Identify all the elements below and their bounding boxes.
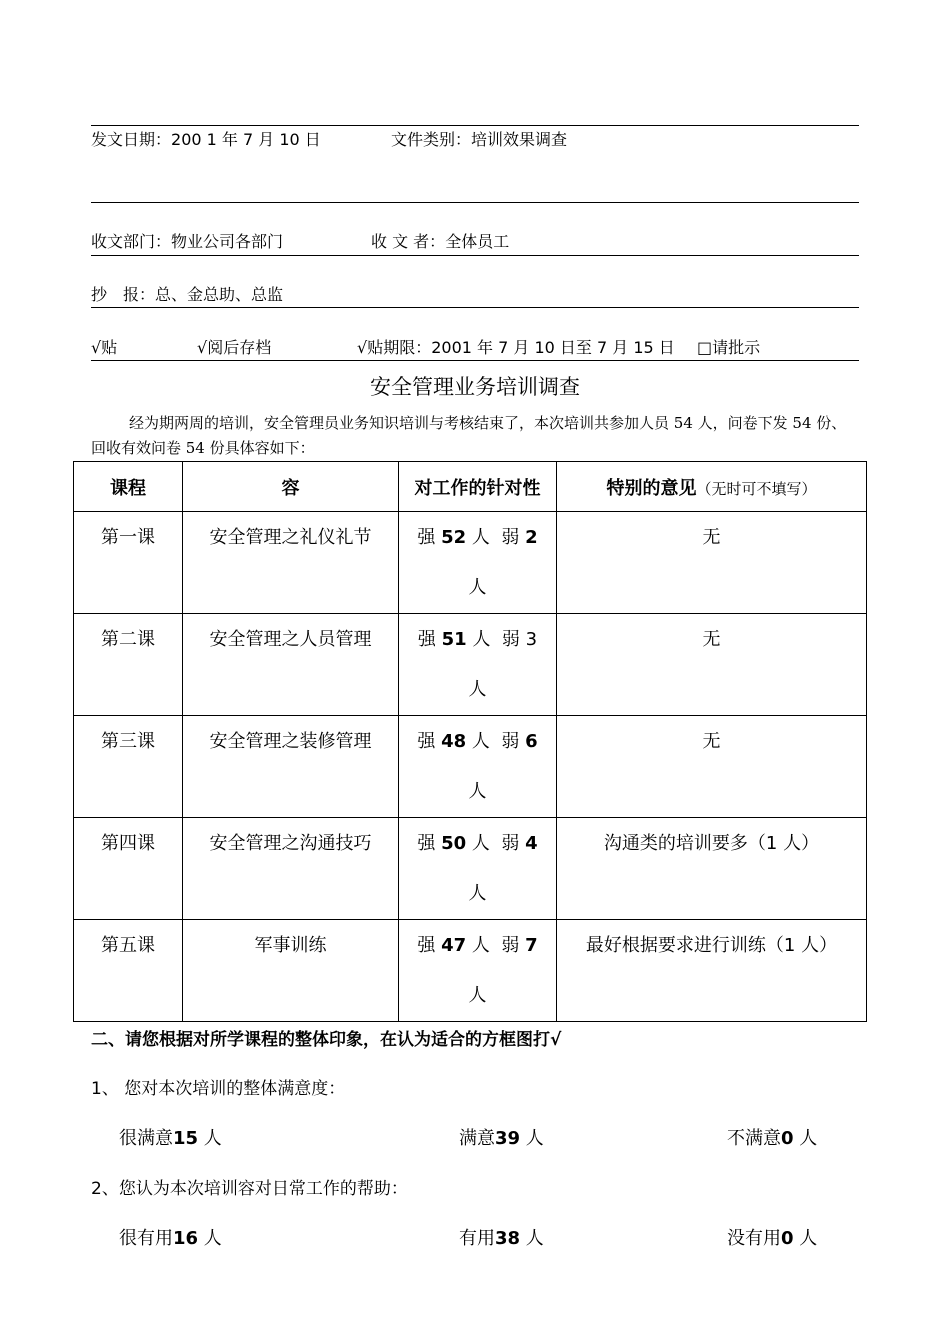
- relevance-cell: 强 50 人 弱 4 人: [399, 818, 557, 920]
- q2-option-useless: 没有用0 人: [727, 1228, 818, 1249]
- header-rule-top: [91, 125, 859, 126]
- opinion-cell: 无: [557, 614, 867, 716]
- course-cell: 第四课: [74, 818, 183, 920]
- question-1: 1、 您对本次培训的整体满意度：: [91, 1079, 346, 1099]
- document-type: 文件类别：培训效果调查: [391, 130, 568, 149]
- content-cell: 安全管理之人员管理: [183, 614, 399, 716]
- opinion-cell: 无: [557, 716, 867, 818]
- course-cell: 第三课: [74, 716, 183, 818]
- header-content: 容: [183, 462, 399, 512]
- receiver: 收 文 者：全体员工: [371, 232, 510, 251]
- content-cell: 安全管理之装修管理: [183, 716, 399, 818]
- header-rule-2: [91, 202, 859, 203]
- header-opinion: 特别的意见（无时可不填写）: [557, 462, 867, 512]
- content-cell: 安全管理之礼仪礼节: [183, 512, 399, 614]
- opinion-cell: 沟通类的培训要多（1 人）: [557, 818, 867, 920]
- table-row: [74, 716, 867, 818]
- intro-paragraph: 经为期两周的培训，安全管理员业务知识培训与考核结束了，本次培训共参加人员 54 人，问卷下发 54 份、回收有效问卷 54 份具体容如下：: [91, 414, 847, 457]
- header-rule-4: [91, 307, 859, 308]
- opinion-cell: 无: [557, 512, 867, 614]
- header-rule-bottom: [91, 360, 859, 361]
- table-row: [74, 614, 867, 716]
- section-2-title: 二、请您根据对所学课程的整体印象，在认为适合的方框图打√: [91, 1030, 562, 1050]
- header-relevance: 对工作的针对性: [399, 462, 557, 512]
- course-cell: 第二课: [74, 614, 183, 716]
- post-check: √贴: [91, 338, 118, 357]
- relevance-cell: 强 48 人 弱 6 人: [399, 716, 557, 818]
- relevance-cell: 强 51 人 弱 3 人: [399, 614, 557, 716]
- question-2: 2、您认为本次培训容对日常工作的帮助：: [91, 1179, 408, 1199]
- cc-report: 抄 报：总、金总助、总监: [91, 285, 284, 304]
- relevance-cell: 强 47 人 弱 7 人: [399, 920, 557, 1022]
- header-rule-3: [91, 255, 859, 256]
- table-row: [74, 512, 867, 614]
- table-header-row: [74, 462, 867, 512]
- q2-option-very-useful: 很有用16 人: [119, 1228, 222, 1249]
- document-title: 安全管理业务培训调查: [370, 375, 580, 399]
- relevance-cell: 强 52 人 弱 2 人: [399, 512, 557, 614]
- archive-check: √阅后存档: [197, 338, 272, 357]
- content-cell: 安全管理之沟通技巧: [183, 818, 399, 920]
- issue-date: 发文日期：200 1 年 7 月 10 日: [91, 130, 321, 149]
- content-cell: 军事训练: [183, 920, 399, 1022]
- q1-option-satisfied: 满意39 人: [459, 1128, 544, 1149]
- survey-table: [73, 461, 867, 1022]
- receiving-department: 收文部门：物业公司各部门: [91, 232, 284, 251]
- q2-option-useful: 有用38 人: [459, 1228, 544, 1249]
- post-period: √贴期限：2001 年 7 月 10 日至 7 月 15 日: [357, 338, 675, 357]
- header-course: 课程: [74, 462, 183, 512]
- course-cell: 第一课: [74, 512, 183, 614]
- table-row: [74, 818, 867, 920]
- table-row: [74, 920, 867, 1022]
- approval-checkbox: □请批示: [697, 338, 761, 357]
- q1-option-very-satisfied: 很满意15 人: [119, 1128, 222, 1149]
- q1-option-dissatisfied: 不满意0 人: [727, 1128, 818, 1149]
- course-cell: 第五课: [74, 920, 183, 1022]
- opinion-cell: 最好根据要求进行训练（1 人）: [557, 920, 867, 1022]
